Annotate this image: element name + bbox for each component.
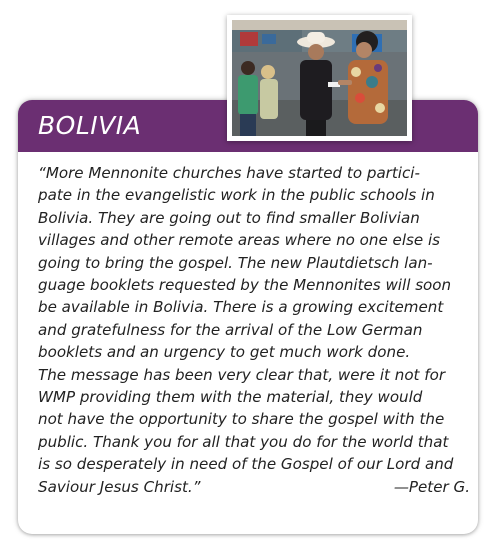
quote-line: guage booklets requested by the Mennonites will soon (38, 276, 452, 295)
quote-last-line (38, 476, 470, 498)
quote-attribution: —Peter G. (393, 477, 470, 496)
testimonial-quote (38, 162, 470, 498)
section-title: BOLIVIA (38, 111, 142, 140)
quote-line: not have the opportunity to share the gospel with the (38, 410, 445, 429)
quote-line: and gratefulness for the arrival of the Low German (38, 320, 423, 339)
quote-line: Bolivia. They are going out to find smaller Bolivian (38, 208, 420, 227)
quote-line: public. Thank you for all that you do for the world that (38, 432, 449, 451)
testimonial-card (18, 100, 478, 534)
quote-line: is so desperately in need of the Gospel of our Lord and (38, 455, 454, 474)
quote-line: Saviour Jesus Christ.” (38, 477, 201, 496)
photo-frame (227, 15, 412, 141)
quote-line: pate in the evangelistic work in the public schools in (38, 186, 435, 205)
street-evangelism-photo (232, 20, 407, 136)
quote-line: “More Mennonite churches have started to partici- (38, 164, 420, 182)
quote-line: The message has been very clear that, were it not for (38, 365, 446, 384)
quote-line: WMP providing them with the material, they would (38, 388, 423, 407)
quote-line: booklets and an urgency to get much work done. (38, 343, 411, 362)
quote-line: be available in Bolivia. There is a growing excitement (38, 298, 444, 317)
quote-line: going to bring the gospel. The new Plautdietsch lan- (38, 253, 433, 272)
quote-line: villages and other remote areas where no one else is (38, 231, 441, 250)
